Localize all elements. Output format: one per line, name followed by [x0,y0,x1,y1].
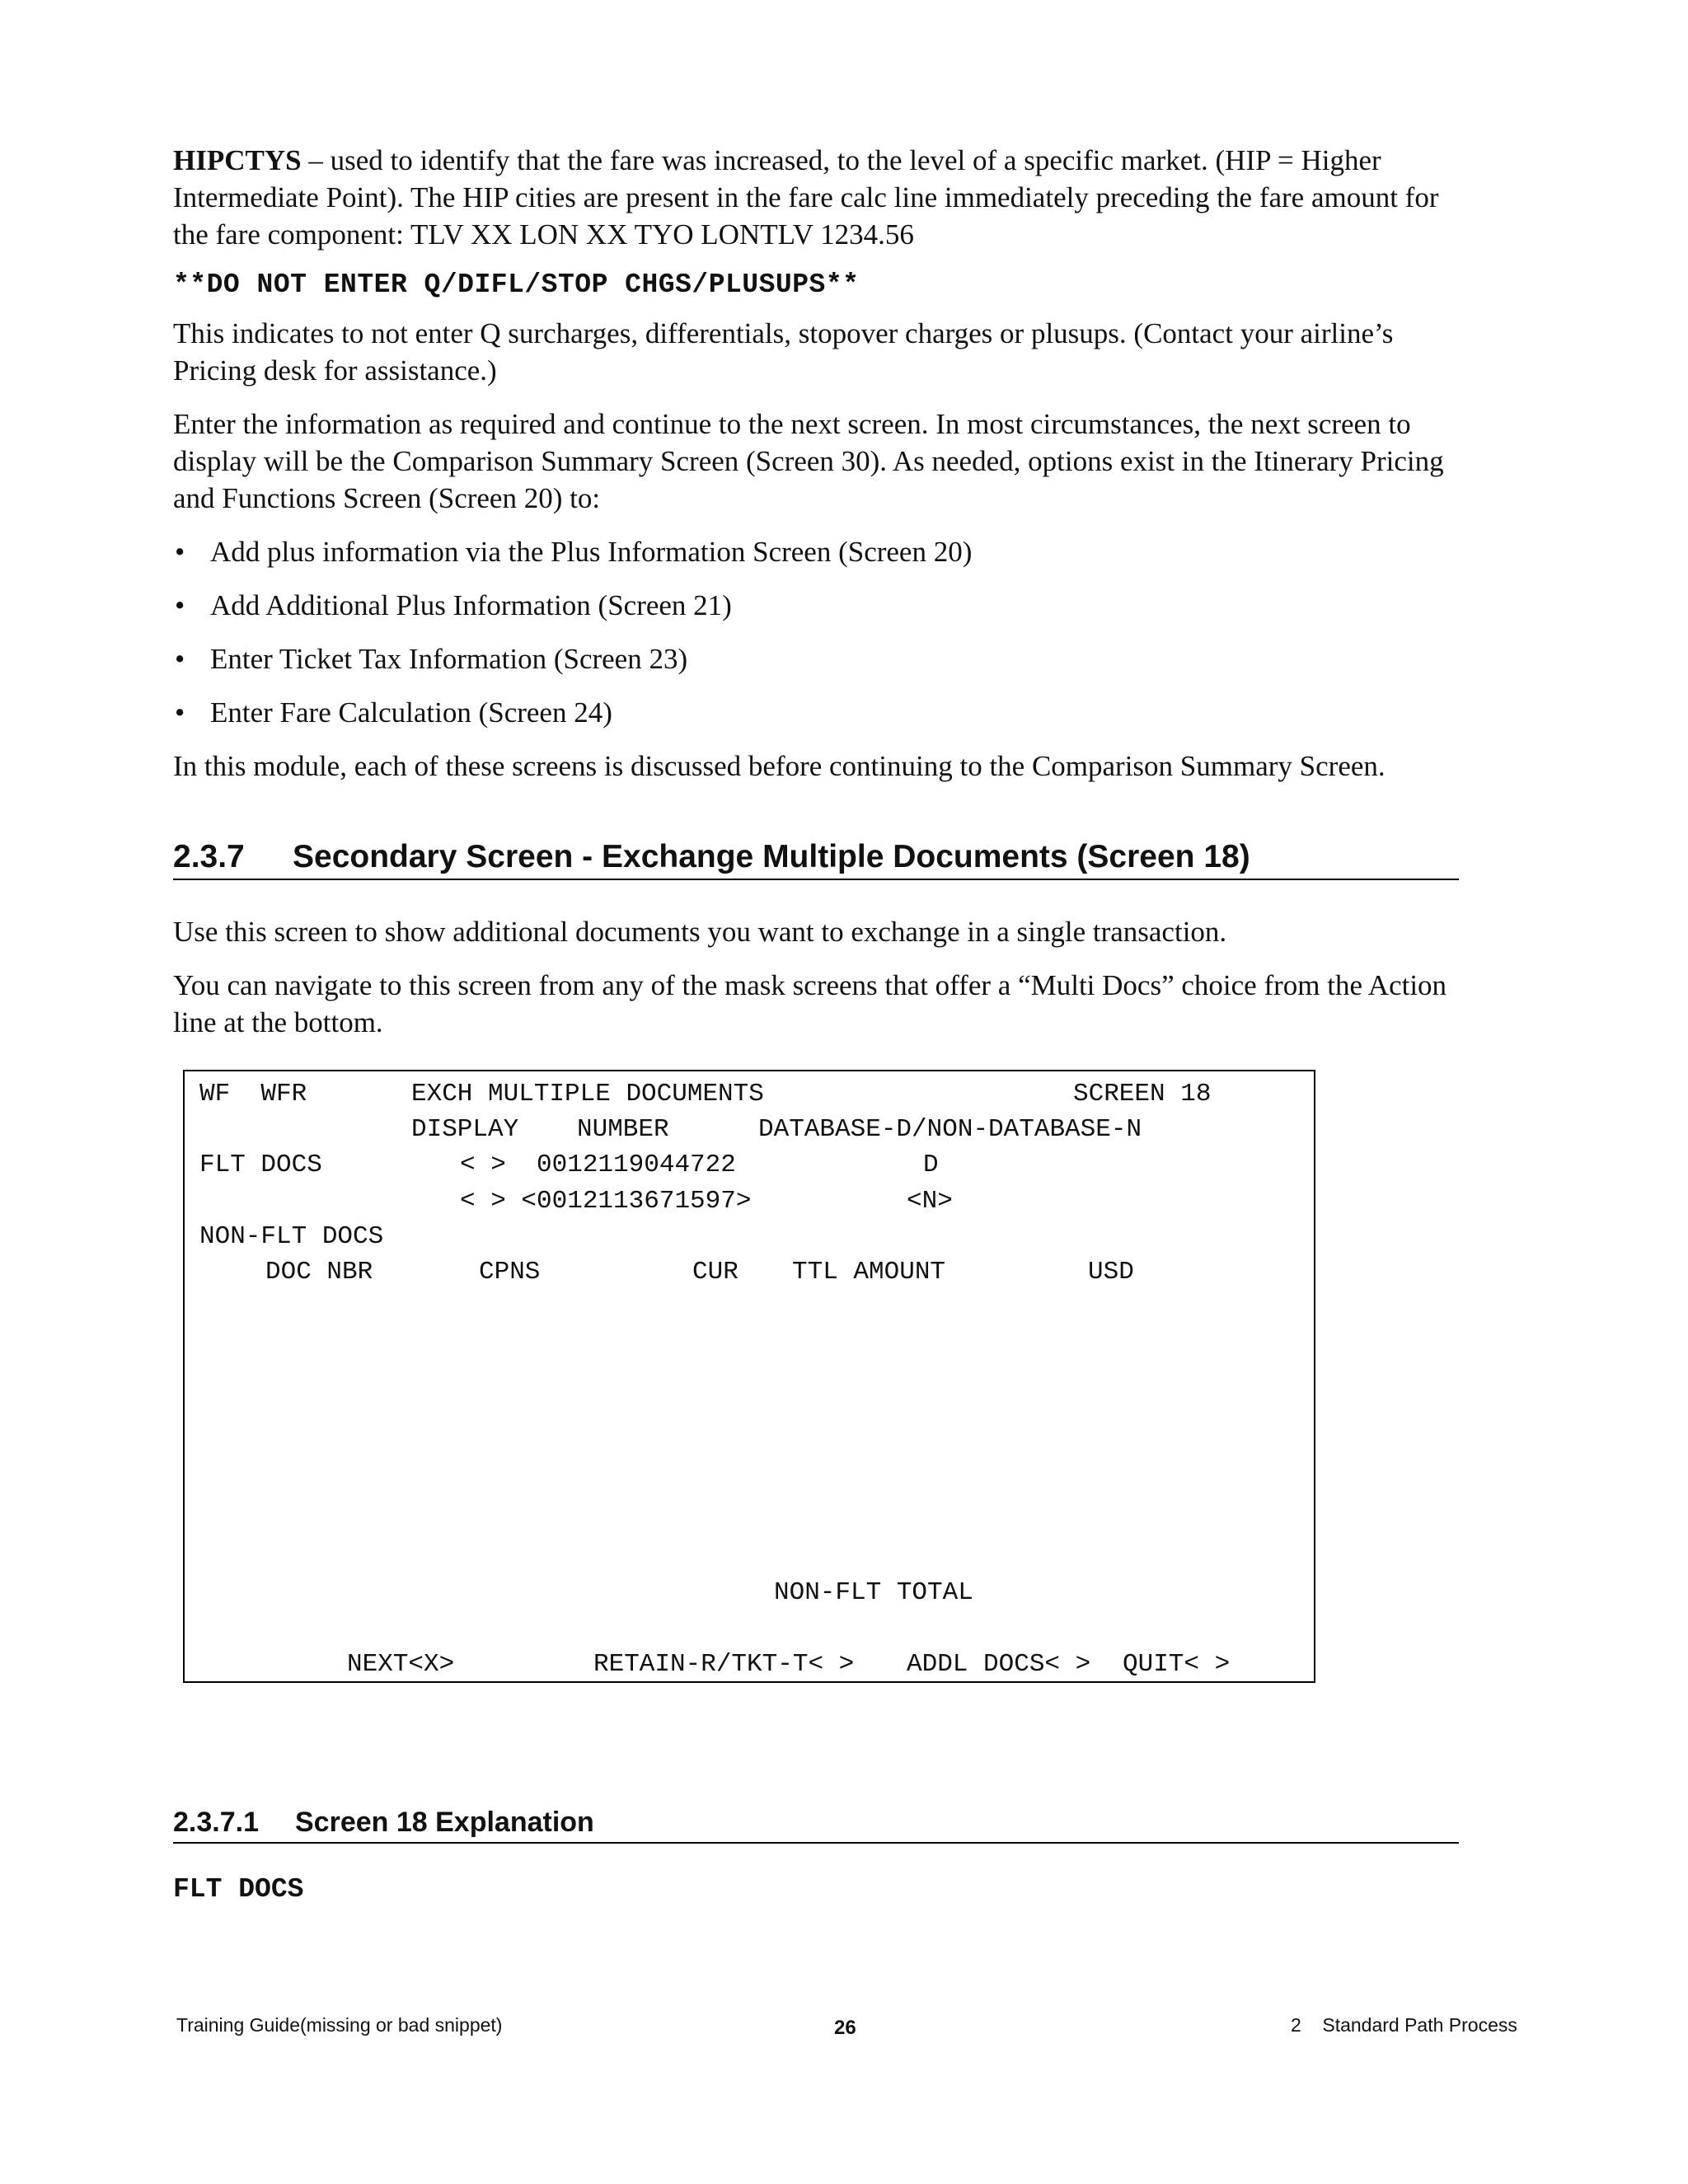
terminal-id: WF WFR [199,1080,307,1108]
section-heading [173,839,1459,880]
flt-docs-label: FLT DOCS [199,1151,322,1179]
hipctys-term: HIPCTYS [173,144,302,176]
do-not-enter-code-line: **DO NOT ENTER Q/DIFL/STOP CHGS/PLUSUPS** [173,269,860,300]
flt-doc-2-database: <N> [907,1187,953,1216]
doc-nbr-column-header: DOC NBR [265,1258,373,1286]
display-column-label: DISPLAY [411,1115,519,1144]
usd-column-header: USD [1088,1258,1134,1286]
terminal-title: EXCH MULTIPLE DOCUMENTS [411,1080,764,1108]
subsection-number: 2.3.7.1 [173,1807,259,1838]
options-list [173,533,1459,731]
subsection-heading [173,1807,1459,1844]
section-paragraph-2: You can navigate to this screen from any of the mask screens that offer a “Multi Docs” choice from the Action line at the bottom. [173,969,1447,1038]
cur-column-header: CUR [692,1258,738,1286]
addl-docs-action: ADDL DOCS< > [907,1650,1091,1679]
list-item: • Enter Ticket Tax Information (Screen 23) [173,640,1459,677]
terminal-screen-number: SCREEN 18 [1073,1080,1212,1108]
number-column-label: NUMBER [577,1115,669,1144]
section-body [173,913,1459,1057]
module-paragraph: In this module, each of these screens is discussed before continuing to the Comparison Summary Screen. [173,750,1386,782]
list-item: • Add plus information via the Plus Information Screen (Screen 20) [173,533,1459,570]
flt-docs-field-heading: FLT DOCS [173,1874,304,1905]
cpns-column-header: CPNS [479,1258,541,1286]
non-flt-docs-label: NON-FLT DOCS [199,1222,384,1251]
non-flt-total-label: NON-FLT TOTAL [774,1578,973,1607]
flt-doc-1-number: < > 0012119044722 [460,1151,736,1179]
intro-section [173,142,1459,801]
ttl-amount-column-header: TTL AMOUNT [792,1258,946,1286]
section-number: 2.3.7 [173,839,245,874]
footer-chapter: 2 Standard Path Process [1291,2014,1517,2036]
quit-action: QUIT< > [1123,1650,1231,1679]
page-number: 26 [834,2017,856,2039]
hipctys-definition: – used to identify that the fare was increased, to the level of a specific market. (HIP = Higher Intermediate Point). The HIP cities are present in the fare calc line immediately preceding the fare amount for the fare component: TLV XX LON XX TYO LONTLV 1234.56 [173,144,1439,251]
retain-ticket-action: RETAIN-R/TKT-T< > [593,1650,855,1679]
hipctys-paragraph [173,142,1459,253]
section-paragraph-1: Use this screen to show additional documents you want to exchange in a single transaction. [173,916,1227,948]
screen-18-terminal [183,1070,1315,1683]
subsection-title: Screen 18 Explanation [295,1807,594,1838]
code-explanation: This indicates to not enter Q surcharges, differentials, stopover charges or plusups. (Contact your airline’s Pricing desk for assistance.) [173,317,1394,387]
next-action: NEXT<X> [347,1650,455,1679]
flt-doc-1-database: D [923,1151,939,1179]
footer-guide-title: Training Guide(missing or bad snippet) [176,2014,503,2036]
list-item: • Add Additional Plus Information (Screen 21) [173,587,1459,624]
list-item: • Enter Fare Calculation (Screen 24) [173,694,1459,731]
flt-doc-2-number: < > <0012113671597> [460,1187,752,1216]
database-column-label: DATABASE-D/NON-DATABASE-N [758,1115,1142,1144]
section-title: Secondary Screen - Exchange Multiple Documents (Screen 18) [293,839,1250,874]
continue-paragraph: Enter the information as required and continue to the next screen. In most circumstances, the next screen to display will be the Comparison Summary Screen (Screen 30). As needed, options exist in the Itinerary Pricing and Functions Screen (Screen 20) to: [173,408,1444,514]
